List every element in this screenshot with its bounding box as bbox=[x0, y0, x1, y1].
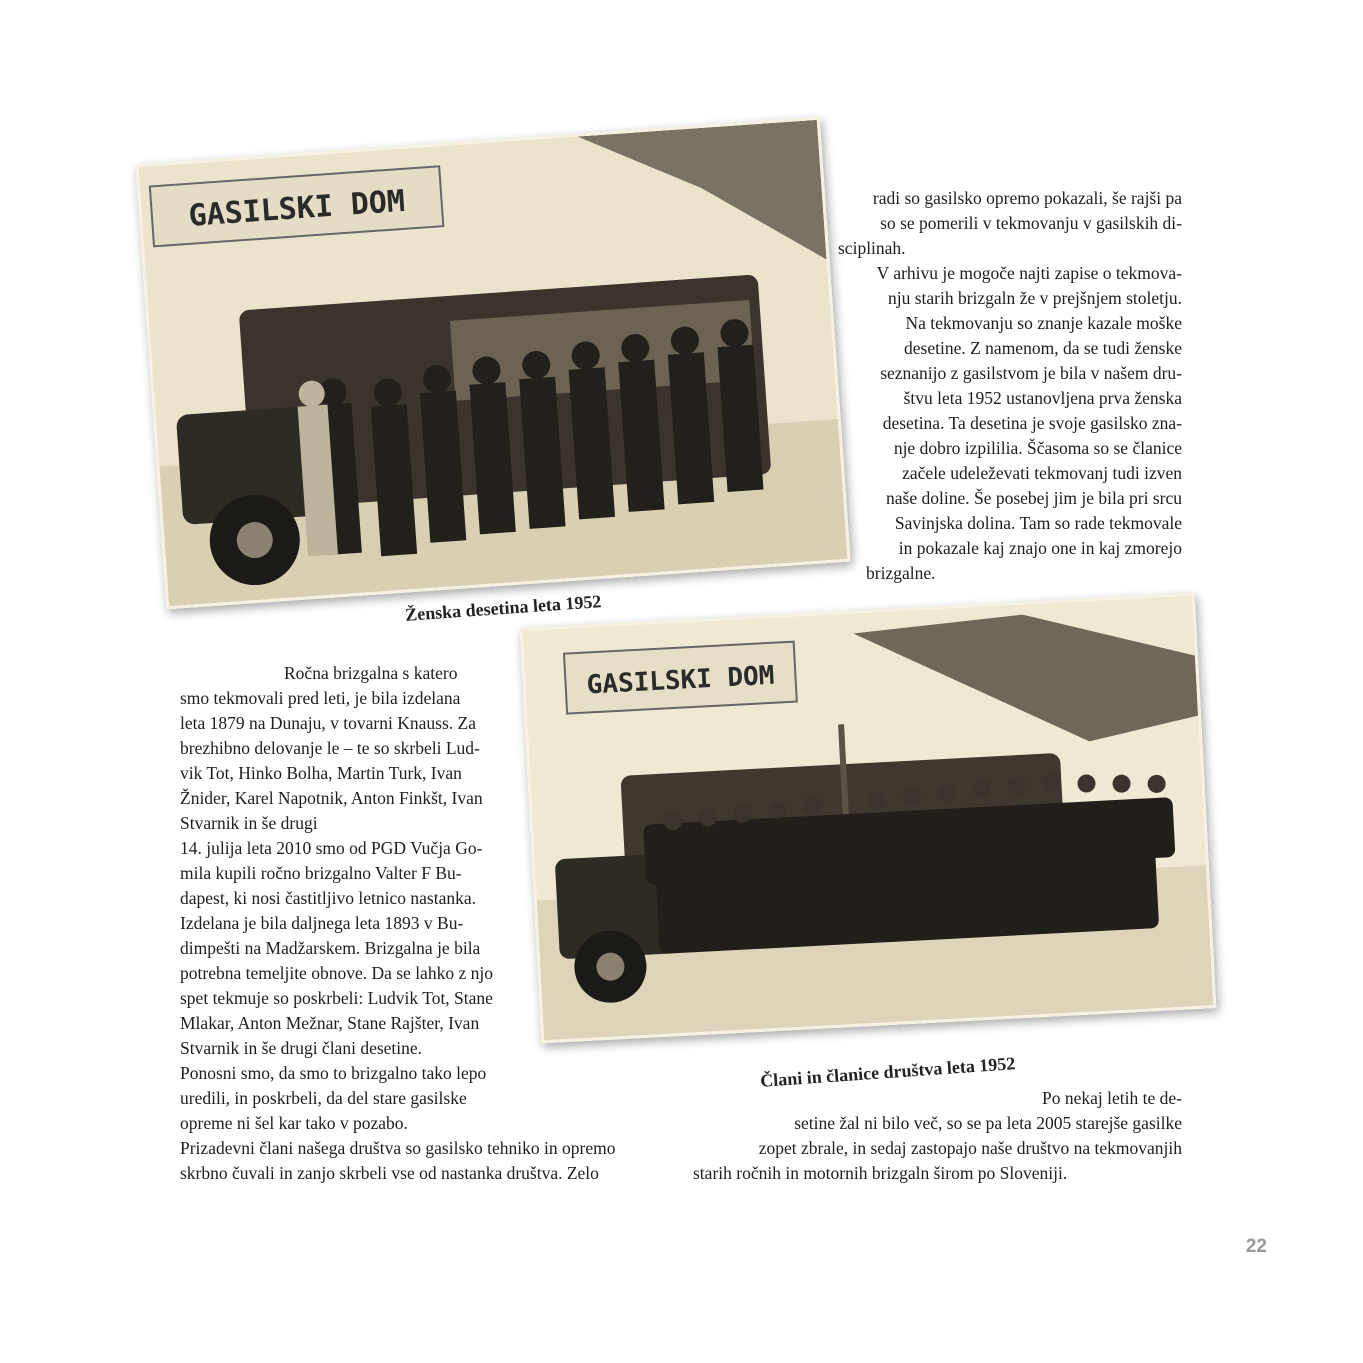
text-column-left bbox=[180, 661, 530, 1136]
text-line: V arhivu je mogoče najti zapise o tekmova- bbox=[876, 263, 1182, 283]
text-line: desetina. Ta desetina je svoje gasilsko zna- bbox=[882, 413, 1182, 433]
text-line: radi so gasilsko opremo pokazali, še rajši pa bbox=[872, 188, 1182, 208]
text-line: desetine. Z namenom, da se tudi ženske bbox=[904, 338, 1182, 358]
text-line: skrbno čuvali in zanjo skrbeli vse od nastanka društva. Zelo bbox=[180, 1163, 599, 1183]
photo-members bbox=[520, 593, 1217, 1044]
text-line: spet tekmuje so poskrbeli: Ludvik Tot, Stane bbox=[180, 988, 493, 1008]
text-line: Žnider, Karel Napotnik, Anton Finkšt, Ivan bbox=[180, 788, 483, 808]
text-line: setine žal ni bilo več, so se pa leta 2005 starejše gasilke bbox=[794, 1113, 1182, 1133]
text-line: nje dobro izpililia. Ščasoma so se članice bbox=[893, 438, 1182, 458]
text-line: Ponosni smo, da smo to brizgalno tako lepo bbox=[180, 1063, 487, 1083]
text-line: Izdelana je bila daljnega leta 1893 v Bu- bbox=[180, 913, 464, 933]
text-line: Na tekmovanju so znanje kazale moške bbox=[905, 313, 1182, 333]
text-line: Stvarnik in še drugi člani desetine. bbox=[180, 1038, 423, 1058]
text-line: Ročna brizgalna s katero bbox=[284, 663, 458, 683]
photo1-caption: Ženska desetina leta 1952 bbox=[404, 591, 602, 625]
photo-members-image bbox=[523, 596, 1214, 1041]
text-bottom-right bbox=[693, 1086, 1182, 1186]
text-line: zopet zbrale, in sedaj zastopajo naše društvo na tekmovanjih bbox=[758, 1138, 1182, 1158]
text-line: in pokazale kaj znajo one in kaj zmorejo bbox=[898, 538, 1182, 558]
photo1-sign: GASILSKI DOM bbox=[187, 183, 407, 234]
text-line: Savinjska dolina. Tam so rade tekmovale bbox=[894, 513, 1182, 533]
text-line: Mlakar, Anton Mežnar, Stane Rajšter, Ivan bbox=[180, 1013, 480, 1033]
text-line: nju starih brizgaln že v prejšnjem stoletju. bbox=[887, 288, 1182, 308]
text-line: opreme ni šel kar tako v pozabo. bbox=[180, 1113, 408, 1133]
text-line: vik Tot, Hinko Bolha, Martin Turk, Ivan bbox=[180, 763, 462, 783]
photo2-sign: GASILSKI DOM bbox=[585, 660, 776, 701]
photo-womens-squad-image bbox=[138, 120, 847, 606]
text-line: potrebna temeljite obnove. Da se lahko z njo bbox=[180, 963, 493, 983]
page-number: 22 bbox=[1245, 1236, 1267, 1257]
text-line: starih ročnih in motornih brizgaln širom po Sloveniji. bbox=[693, 1163, 1068, 1183]
text-line: Prizadevni člani našega društva so gasilsko tehniko in opremo bbox=[180, 1138, 616, 1158]
text-line: začele udeleževati tekmovanj tudi izven bbox=[902, 463, 1182, 483]
text-line: dapest, ki nosi častitljivo letnico nastanka. bbox=[180, 888, 476, 908]
text-line: uredili, in poskrbeli, da del stare gasilske bbox=[180, 1088, 467, 1108]
text-line: sciplinah. bbox=[838, 238, 906, 258]
text-line: štvu leta 1952 ustanovljena prva ženska bbox=[903, 388, 1182, 408]
text-line: Po nekaj letih te de- bbox=[1042, 1088, 1182, 1108]
text-line: mila kupili ročno brizgalno Valter F Bu- bbox=[180, 863, 462, 883]
text-line: seznanijo z gasilstvom je bila v našem dru- bbox=[880, 363, 1182, 383]
text-column-right-top bbox=[836, 186, 1182, 586]
text-line: naše doline. Še posebej jim je bila pri srcu bbox=[886, 488, 1182, 508]
photo2-caption: Člani in članice društva leta 1952 bbox=[759, 1053, 1016, 1091]
text-line: 14. julija leta 2010 smo od PGD Vučja Go- bbox=[180, 838, 483, 858]
text-line: leta 1879 na Dunaju, v tovarni Knauss. Za bbox=[180, 713, 476, 733]
text-line: brizgalne. bbox=[866, 563, 936, 583]
photo-womens-squad bbox=[135, 117, 850, 610]
text-line: Stvarnik in še drugi bbox=[180, 813, 318, 833]
text-line: dimpešti na Madžarskem. Brizgalna je bila bbox=[180, 938, 481, 958]
text-line: so se pomerili v tekmovanju v gasilskih di- bbox=[880, 213, 1182, 233]
text-bottom-left bbox=[180, 1136, 670, 1186]
text-line: smo tekmovali pred leti, je bila izdelana bbox=[180, 688, 461, 708]
text-line: brezhibno delovanje le – te so skrbeli Lud- bbox=[180, 738, 480, 758]
